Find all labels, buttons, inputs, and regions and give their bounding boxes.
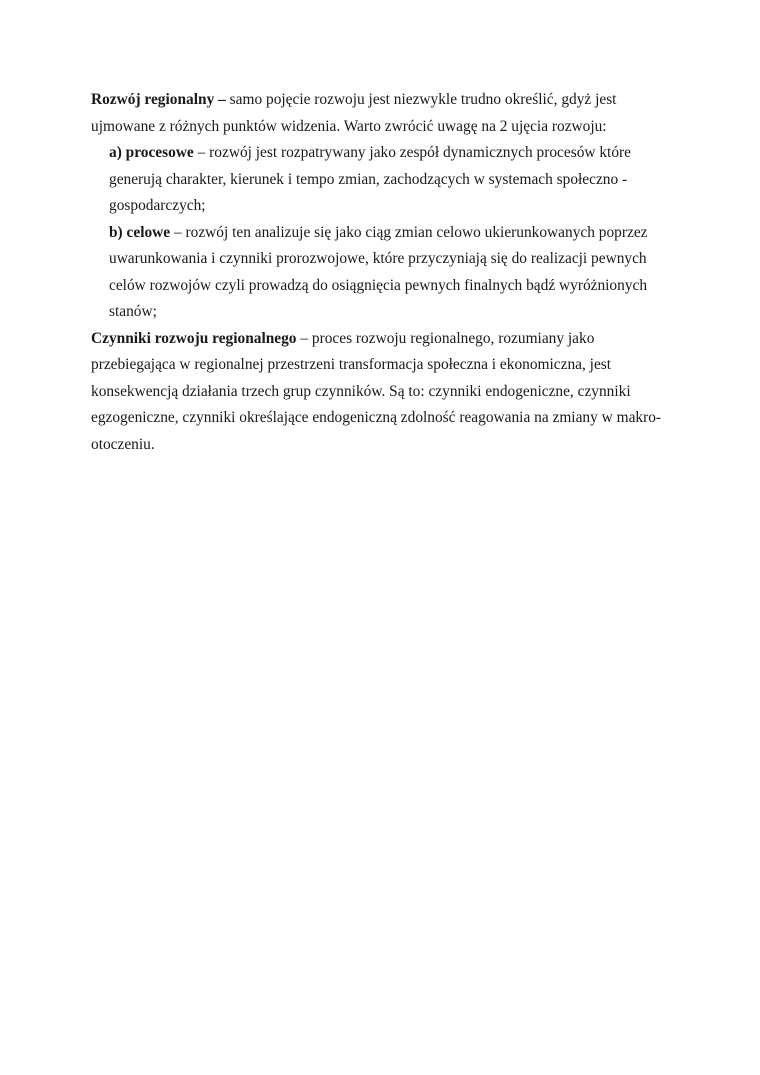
definition-text: – rozwój jest rozpatrywany jako zespół dynamicznych procesów które bbox=[193, 144, 631, 161]
text-line: konsekwencją działania trzech grup czynników. Są to: czynniki endogeniczne, czynniki bbox=[91, 382, 631, 400]
text-line: generują charakter, kierunek i tempo zmian, zachodzących w systemach społeczno - bbox=[109, 170, 628, 188]
list-item-procesowe bbox=[91, 140, 671, 220]
text-line: stanów; bbox=[109, 303, 157, 320]
list-item-celowe bbox=[91, 220, 671, 326]
text-line: otoczeniu. bbox=[91, 435, 155, 453]
term-czynniki-rozwoju: Czynniki rozwoju regionalnego bbox=[91, 329, 297, 347]
text-line bbox=[109, 220, 671, 247]
term-rozwoj-regionalny: Rozwój regionalny – bbox=[91, 91, 226, 108]
text-line: egzogeniczne, czynniki określające endogeniczną zdolność reagowania na zmiany w makro- bbox=[91, 409, 662, 426]
text-line: celów rozwojów czyli prowadzą do osiągnięcia pewnych finalnych bądź wyróżnionych bbox=[109, 276, 648, 294]
text-line: uwarunkowania i czynniki prorozwojowe, które przyczyniają się do realizacji pewnych bbox=[109, 250, 647, 267]
definition-text: – proces rozwoju regionalnego, rozumiany jako bbox=[296, 329, 595, 347]
text-line bbox=[109, 140, 671, 167]
definition-text: – rozwój ten analizuje się jako ciąg zmian celowo ukierunkowanych poprzez bbox=[170, 223, 648, 241]
text-line: przebiegająca w regionalnej przestrzeni transformacja społeczna i ekonomiczna, jest bbox=[91, 356, 612, 373]
document-body bbox=[91, 87, 671, 458]
definition-text: samo pojęcie rozwoju jest niezwykle trudno określić, gdyż jest bbox=[225, 91, 617, 108]
term-procesowe: a) procesowe bbox=[109, 144, 194, 161]
term-celowe: b) celowe bbox=[109, 223, 171, 241]
text-line bbox=[91, 326, 671, 353]
text-line: gospodarczych; bbox=[109, 197, 206, 214]
paragraph-czynniki-rozwoju bbox=[91, 326, 671, 459]
paragraph-rozwoj-regionalny bbox=[91, 87, 671, 140]
text-line bbox=[91, 87, 671, 114]
text-line: ujmowane z różnych punktów widzenia. Warto zwrócić uwagę na 2 ujęcia rozwoju: bbox=[91, 117, 607, 135]
